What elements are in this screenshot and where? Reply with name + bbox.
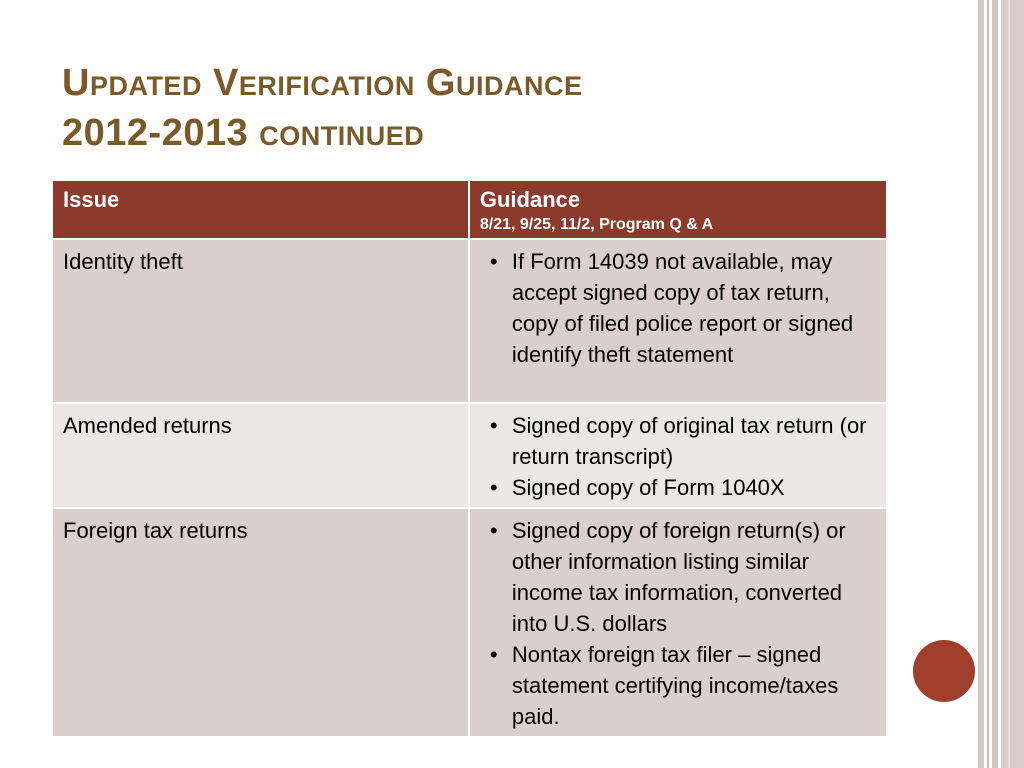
header-guidance <box>469 180 887 239</box>
guidance-list <box>480 246 876 370</box>
decorative-circle <box>913 640 975 702</box>
decorative-stripe <box>992 0 998 768</box>
header-issue: Issue <box>52 180 469 239</box>
issue-cell: Identity theft <box>52 239 469 403</box>
guidance-cell <box>469 508 887 737</box>
decorative-stripe <box>1001 0 1024 768</box>
guidance-table <box>51 179 888 738</box>
decorative-stripe <box>978 0 984 768</box>
table-row <box>52 239 887 403</box>
guidance-cell <box>469 239 887 403</box>
guidance-cell <box>469 403 887 508</box>
slide-title-line-2: 2012-2013 continued <box>62 112 425 154</box>
decorative-stripe <box>987 0 989 768</box>
decorative-stripe <box>1008 0 1010 768</box>
guidance-list <box>480 515 876 732</box>
table-header-row <box>52 180 887 239</box>
header-guidance-dates: 8/21, 9/25, 11/2, Program Q & A <box>479 216 714 233</box>
guidance-bullet: • Nontax foreign tax filer – signed statement certifying income/taxes paid. <box>480 639 876 732</box>
issue-cell: Foreign tax returns <box>52 508 469 737</box>
issue-cell: Amended returns <box>52 403 469 508</box>
guidance-bullet: • If Form 14039 not available, may accept signed copy of tax return, copy of filed police report or signed identify theft statement <box>480 246 876 370</box>
guidance-bullet: • Signed copy of Form 1040X <box>480 472 876 503</box>
guidance-bullet: • Signed copy of original tax return (or return transcript) <box>480 410 876 472</box>
guidance-list <box>480 410 876 503</box>
slide-title-line-1: Updated Verification Guidance <box>62 62 583 104</box>
guidance-bullet: • Signed copy of foreign return(s) or other information listing similar income tax information, converted into U.S. dollars <box>480 515 876 639</box>
table-row <box>52 403 887 508</box>
table-row <box>52 508 887 737</box>
slide-title <box>62 58 942 158</box>
header-guidance-label: Guidance <box>479 187 581 212</box>
